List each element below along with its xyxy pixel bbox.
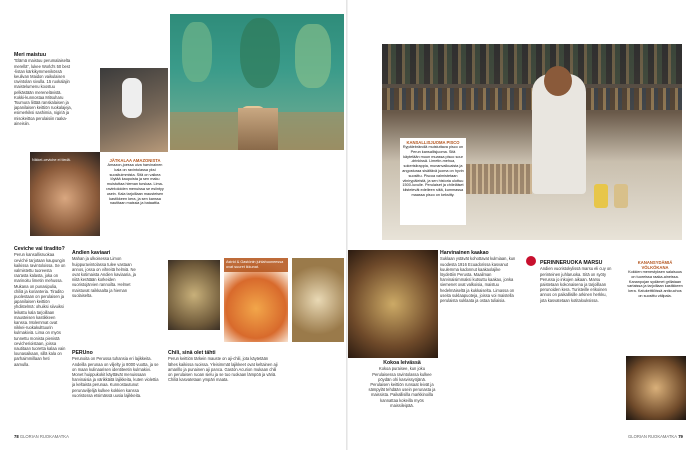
intro-text: ”Elämä maistuu perumalaiselta merellä”, lukee World's 50 best -listan kärkikymmenikössä keulivan Maidon vaikulaisen ravintolan sivulla. 15 ruokalajin maistelumenu koostuu pelkästään merenelävistä. Kokki-kunnostaa Mitsuharu Tsumura liittää ranskalaisen ja japanilaisen keittiön ruokalajeja, esimerkiksi sashimia, nigiriä ja misokeittoa perulaisiin raaka-aineisiin. (14, 58, 72, 126)
ceviche-text: Perun kansallisruokaa ceviché tarjotaan kaupungin kaikissa ravintoloissa. Se on valmistettu tuoreesta raa'asta kalasta, joka on marinoitu limetin mehussa. Mukana on punasipulia, chiliä ja korianteria. Tiradito puolestaan on perulaisen ja japanilaisen keittiön yhdistelmä: ohuiksi siivuiksi leikattu kala tarjoillaan mausteisen kastikkeen kanssa. Molemmat ovat nikkei-ruokakulttuurin kulmakiviä. Lima on myös tunnettu monista pienistä cevicherioistaan, joissa nautitaan tuoretta kalaa vain lounasaikaan, sillä kala on parhaimmillaan heti aamulla. (14, 252, 66, 367)
ceviche-photo-caption: Nikkei-ceviche ei tiedä. (32, 158, 71, 162)
intro-title: Meri maistuu (14, 52, 46, 58)
diner-photo (238, 108, 278, 150)
marsu-article (540, 260, 612, 376)
caviar-title: Andien kaviaari (72, 250, 111, 256)
pisco-info-box (400, 138, 466, 225)
right-folio (628, 434, 683, 439)
amazon-info-box (104, 158, 166, 238)
marsu-marker-icon (526, 256, 536, 266)
peru-article (72, 350, 160, 426)
right-page (348, 0, 696, 450)
left-page-number: 78 (14, 434, 19, 439)
peru-text: Perunoita on Perussa tuhansia eri lajikkeita. Andeilla perunaa on viljelty jo 8000 vuotta, ja se on maan kulinaarisen identiteetin kulmakivi. Monet huippukokit käyttävät menuissaan harvinaisia ja värikkäitä lajikkeita, kuten violettia ja keltaista perunaa. Kunnostautunut perunaviljelijä kulkee kokkien kanssa vuoristossa etsimässä uusia lajikkeita. (72, 356, 159, 398)
peru-title: PERUno (72, 350, 93, 356)
cocoa-title: Harvinainen kaakao (440, 250, 489, 256)
cocktail-photo-left (292, 258, 344, 342)
chili-article (168, 350, 278, 416)
right-folio-label: GLORIAN RUOKAMATKA (628, 434, 678, 439)
marsu-title: PERINNERUOKA MARSU (540, 260, 603, 266)
chili-dish-photo (224, 258, 288, 342)
chili-title: Chili, sinä olet tähti (168, 350, 216, 356)
kitchen-photo (100, 68, 168, 152)
caviar-article (72, 250, 136, 346)
pisco-box-text: Rypälebrändiä muistuttava pisco on Perun kansallisjuoma. Sitä käytetään muun muassa pisco sour -drinkissä. Limetin-mehua, sokerisiirappia, munanvalkuaista ja angosturaa sisältävä juoma on hyvin suosittu. Piscoa valmistetaan viinirypäleistä, ja sen historia ulottuu 1500-luvulle. Perulaiset ja chileläiset kiistelevät edelleen siitä, kummassa maassa pisco on keksitty. (402, 145, 464, 197)
amazon-box-title: JÄTKALAA AMAZONISTA (109, 158, 161, 163)
pisco-box-title: KANSALLISJUOMA PISCO (406, 140, 460, 145)
worth-box-title: KANANSYDÄMIÄ VÖLKÖKANA (637, 260, 673, 270)
cocoa-text: Suklaan ystävät kohottavat kulmiaan, kun vuodesta 1916 Ecuadorissa kasvanut kuulemma kadonnut kaakaolajike löydettiin Perusta. Maailman harvinaisimmaksi kutsuttu kaakao, jonka siemenet ovat valkoisia, maistuu hedelmäiseltä ja kukkaiselta. Limassa on useita suklaapuoteja, joissa voi maistella perulaista suklaata ja ostaa tuliaisia. (440, 256, 516, 304)
ceviche-article (14, 246, 66, 422)
caviar-dish-photo (168, 260, 220, 330)
caviar-text: Mahan ja ulkoisessa Limon huippuravintolassa tulee vastaan annos, jossa on vihreitä helmiä. Ne ovat kotimaista Andien kaviaaria, ja niitä kerätään korkeiden vuoristojärvien rannoilta. Helmet maistuvat raikkaalta ja hieman suolaiselta. (72, 256, 136, 298)
marsu-text: Andien vuoristokylissä marsu eli cuy on perinteinen juhlaruoka. Sitä on syöty Perussa jo inkojen aikaan. Marsu paistetaan kokonaisena ja tarjoillaan perunoiden kera. Turisteille erikoinen annos on paikallisille arkinen herkku, jota kasvatetaan kotitalouksissa. (540, 266, 612, 303)
ceviche-title: Ceviche vai tiradito? (14, 246, 65, 252)
porridge-article (368, 360, 436, 426)
porridge-text: Kokoa puraisee, kun joku Perulaisessa ravintolassa kulkee pöydän ohi kasvissyöjänä. Perulaisen keittiön runsaat leivät ja sämpylät tehdään usein perunasta ja maissista. Paikallisilla markkinoilla kannattaa kokeilla myös maissileipää. (368, 366, 436, 408)
chili-text: Perun keittiön tärkein mauste on aji-chili, jota käytetään lähes kaikissa ruoissa. Yleisimmät lajikkeet ovat keltainen aji amarillo ja punainen aji panca. Gastón Acurion mukaan chili on perulaisen ruoan sielu ja se tuo ruokaan lämpöä ja väriä. Chiliä kasvatetaan ympäri maata. (168, 356, 278, 383)
porridge-title: Kokoa leivässä (383, 360, 421, 366)
chocolate-photo (348, 250, 438, 358)
skewer-photo (626, 356, 686, 420)
left-folio (14, 434, 69, 439)
worth-info-box (626, 260, 684, 350)
amazon-box-text: Amazon-joessa uiva harvinainen kala on ravintolassa yksi suosituimmista. Sitä on vaikea löytää kaupoista ja sen maku muistuttaa hieman turskaa. Lima-ravintoloiden menuissa se esiintyy usein. Kala tarjoillaan mausteisen kastikkeen kera, ja sen kanssa nautitaan maissia ja bataattia. (106, 163, 164, 206)
amazon-photo-caption: Astrid & Gastónin juhlahuoneessa ovat suuret ikkunat. (226, 260, 284, 269)
worth-box-text: Kokkien menestyksen salaisuus on tuoreissa raaka-aineissa. Kananpojan sydämet grillataan vartaissa ja tarjoillaan kastikkeen kera. Katukeittiöissä anticuchos on suosittu välipala. (627, 270, 683, 298)
left-folio-label: GLORIAN RUOKAMATKA (19, 434, 69, 439)
right-page-number: 79 (678, 434, 683, 439)
ceviche-photo (30, 152, 100, 236)
cocoa-article (440, 250, 516, 396)
intro-block (14, 52, 72, 153)
